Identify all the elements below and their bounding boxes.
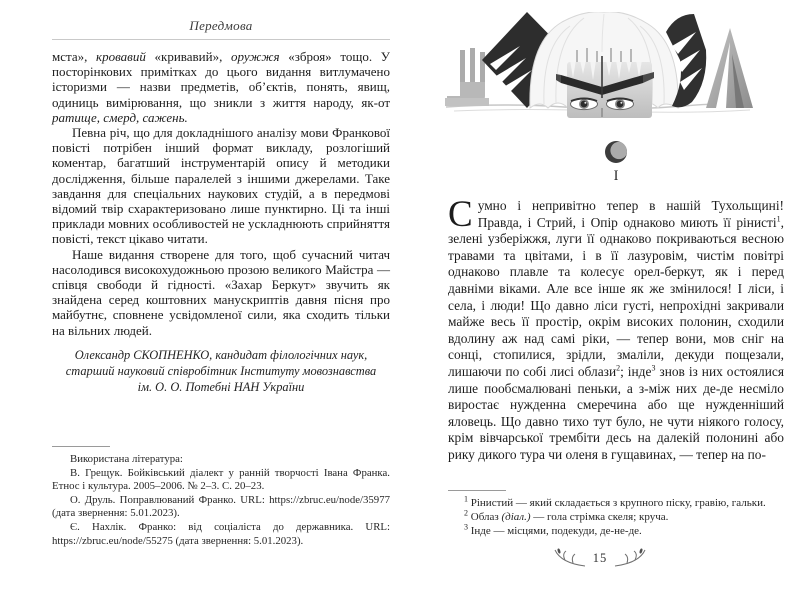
- running-head: Передмова: [189, 18, 253, 33]
- footnote-rule: [52, 446, 110, 447]
- signature-line-1: Олександр СКОПНЕНКО, кандидат філологічних наук,: [74, 347, 368, 362]
- header-rule: [52, 39, 390, 40]
- laurel-branch-right-icon: [613, 547, 647, 569]
- bibliography-entry-3: Є. Нахлік. Франко: від соціаліста до державника. URL: https://zbruc.eu/node/55275 (дата звернення: 5.01.2023).: [52, 520, 390, 547]
- right-page-column: [448, 12, 784, 464]
- page-number: 15: [592, 550, 608, 565]
- signature-line-3: ім. О. О. Потебні НАН України: [137, 379, 305, 394]
- bibliography-heading: Використана література:: [70, 453, 183, 465]
- left-page-column: [52, 18, 390, 395]
- preface-paragraph-2: Певна річ, що для докладнішого аналізу мови Франкової повісті потрібен інший формат викладу, розлогіший коментар, багатший інструментарій опису й методики дослідження, більше паралелей з іншими джерелами. Таке завдання для спеціальних наукових студій, а в передмові відомий твір схарактеризовано лише пунктирно. Ці та інші приклади мовних особливостей не ускладнюють сприйняття повісті, текст цікаво читати.: [52, 125, 390, 247]
- chapter-illustration: [444, 12, 754, 125]
- footnote-1: $^1$ Рінистий — який складається з крупного піску, гравію, гальки.: [464, 494, 766, 509]
- chapter-text: Сумно і непривітно тепер в нашій Тухольщині! Правда, і Стрий, і Опір однаково миють її рінисті$^1$, зелені узберіжжя, луги її однаково покриваються весною травами та цвітами, і в її лазуровім, чистім повітрі однаково плавле та колесує орел-беркут, як і перед давніми віками. Але все інше як же змінилося! І ліси, і села, і люди! Що давно ліси густі, непрохідні закривали майже весь її простір, окрім високих полонин, сходили вдолину аж над самі ріки, — тепер вони, мов сніг на сонці, стопилися, зрідли, змаліли, декуди пощезали, лишаючи по собі лисі облази$^2$; інде$^3$ знов із них остоялися лише пообсмалювані пеньки, а з-між них де-де несміло виростає нужденна смеречина або ще нужденніший яловець. Що давно тихо тут було, не чути ніякого голосу, крім вівчарської трембіти десь на далекій полонині або рику дикого тура чи оленя в гущавинах, — тепер на по-: [448, 194, 784, 462]
- bibliography-entry-1: В. Грещук. Бойківський діалект у ранній творчості Івана Франка. Етнос і культура. 2005–2006. № 2–3. С. 20–23.: [52, 466, 390, 493]
- laurel-branch-left-icon: [553, 547, 587, 569]
- footnote-2: $^2$ Облаз (діал.) — гола стрімка скеля; круча.: [464, 508, 669, 523]
- footnote-rule: [448, 490, 506, 491]
- chapter-number: І: [613, 168, 619, 184]
- page-number-row: [400, 547, 800, 569]
- author-signature: [52, 347, 390, 395]
- left-footnote-block: [52, 446, 390, 548]
- signature-line-2: старший науковий співробітник Інституту мовознавства: [65, 363, 377, 378]
- preface-paragraph-3: Наше видання створене для того, щоб сучасний читач насолодився високохудожньою прозою великого Майстра — співця свободи й гідності. «Захар Беркут» звучить як знайдена серед коштовних манускриптів давня пісня про майбутнє, сповнене усвідомленої сили, яка сходить тільки на вільних людей.: [52, 246, 390, 338]
- right-footnote-block: [448, 490, 784, 538]
- preface-paragraph-1: мста», кровавий «кривавий», оружжя «зброя» тощо. У посторінкових примітках до цього видання витлумачено історизми — назви предметів, об’єктів, понять, явищ, одиниць вимірювання, що зникли з життя народу, як-от ратище, смерд, сажень.: [52, 49, 391, 125]
- bibliography-entry-2: О. Друль. Поправлюваний Франко. URL: https://zbruc.eu/node/35977 (дата звернення: 5.01.2023).: [52, 493, 390, 520]
- right-page: [400, 0, 800, 600]
- section-ornament: [448, 140, 784, 164]
- face-forest-illustration-icon: [444, 12, 754, 120]
- moon-phase-icon: [604, 140, 628, 164]
- footnote-3: $^3$ Інде — місцями, подекуди, де-не-де.: [464, 521, 642, 537]
